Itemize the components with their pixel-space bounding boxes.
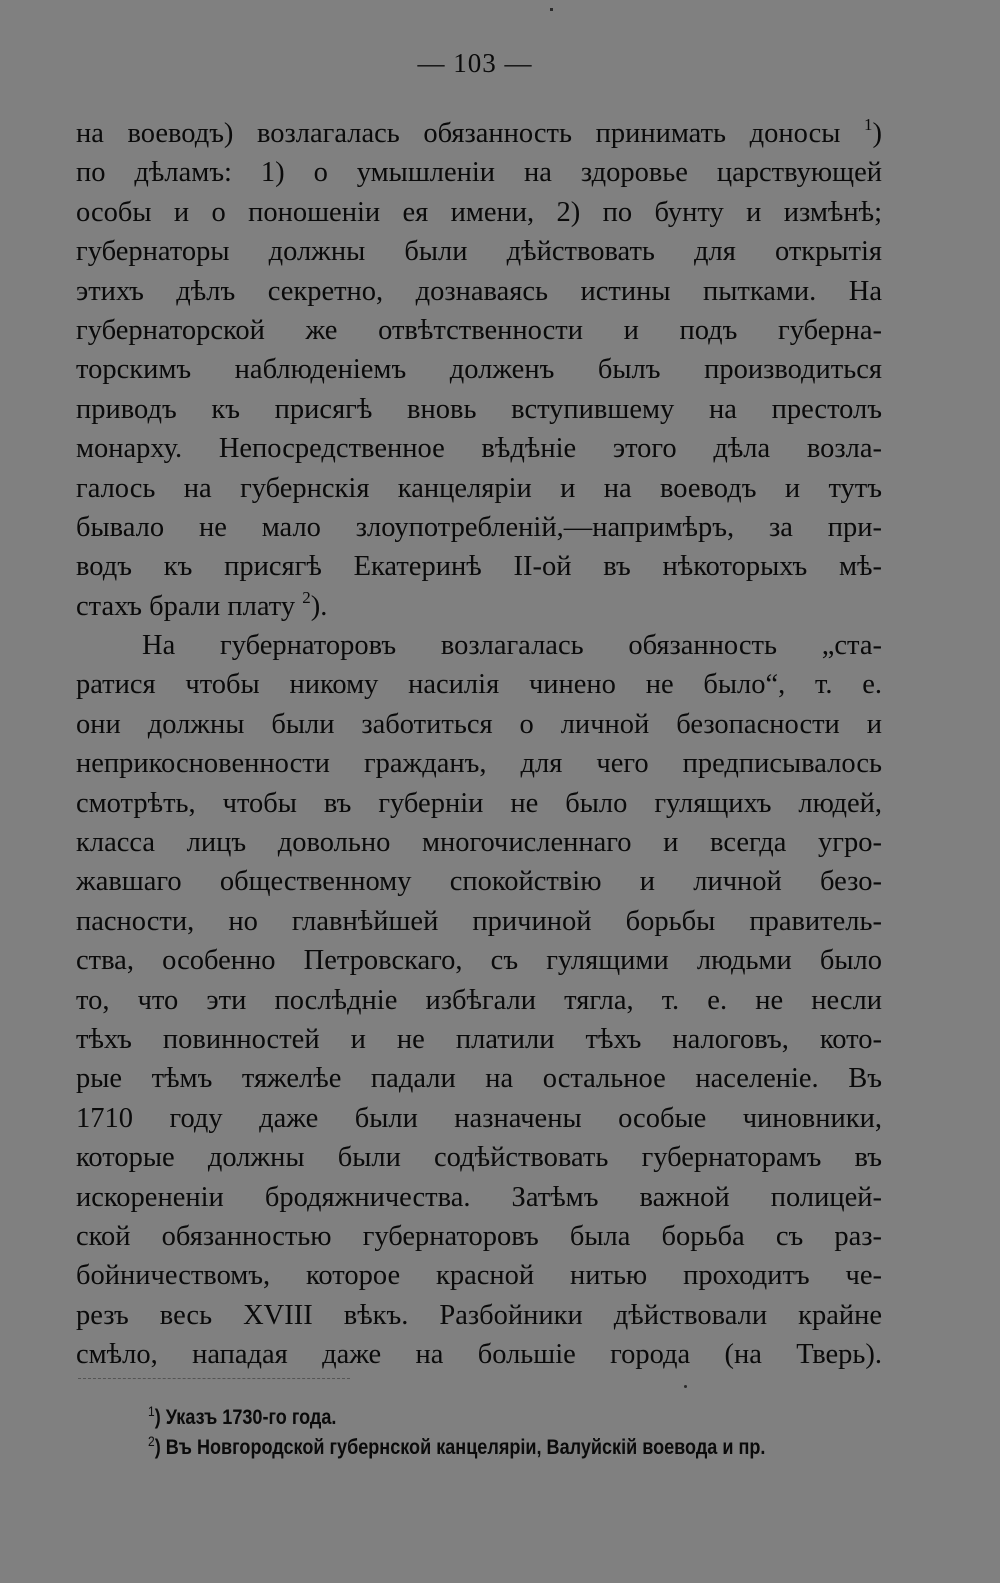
text-line [76,272,882,311]
text-line [76,350,882,389]
footnote-mark-paren: ) [154,1436,161,1459]
text-line [76,705,882,744]
footnote-text: Въ Новгородской губернской канцеляріи, Валуйскій воевода и пр. [160,1436,766,1459]
text-line-content: смотрѣть, чтобы въ губерніи не было гулящихъ людей, [76,787,882,819]
scan-speck [550,8,553,11]
footnote-reference: 1 [864,115,873,134]
text-line [76,1217,882,1256]
footnote-text: Указъ 1730-го года. [160,1406,337,1429]
text-line-content: 1710 году даже были назначены особые чиновники, [76,1102,882,1134]
footnote-mark: 1 [148,1403,155,1419]
text-line-content: особы и о поношеніи ея имени, 2) по бунту и измѣнѣ; [76,196,882,228]
text-line-content: пасности, но главнѣйшей причиной борьбы правитель- [76,905,882,937]
text-line-tail: ) [872,118,882,149]
text-line-content: приводъ къ присягѣ вновь вступившему на престолъ [76,393,882,425]
main-text [76,114,882,1375]
text-line-content: то, что эти послѣдніе избѣгали тягла, т. е. не несли [76,984,882,1016]
text-line-content: тѣхъ повинностей и не платили тѣхъ налоговъ, кото- [76,1023,882,1055]
text-line [76,744,882,783]
text-line-content: рые тѣмъ тяжелѣе падали на остальное населеніе. Въ [76,1063,882,1095]
text-line-content: водъ къ присягѣ Екатеринѣ II-ой въ нѣкоторыхъ мѣ- [76,551,882,583]
text-line [76,1020,882,1059]
text-line-content: которые должны были содѣйствовать губернаторамъ въ [76,1142,882,1174]
text-line [76,153,882,192]
footnotes [148,1403,802,1463]
text-line [76,429,882,468]
text-line-content: на воеводъ) возлагалась обязанность принимать доносы [76,118,864,149]
text-line [76,1099,882,1138]
text-line-content: губернаторы должны были дѣйствовать для открытія [76,236,882,268]
text-line [76,626,882,665]
text-line-content: класса лицъ довольно многочисленнаго и всегда угро- [76,827,882,859]
text-line [76,823,882,862]
text-line-content: бойничествомъ, которое красной нитью проходитъ че- [76,1260,882,1292]
text-line [76,114,882,153]
text-line-content: резъ весь XVIII вѣкъ. Разбойники дѣйствовали крайне [76,1299,882,1331]
text-line-content: ратися чтобы никому насилія чинено не было“, т. е. [76,669,882,701]
text-line [76,1138,882,1177]
footnote [148,1403,802,1433]
text-line-content: На губернаторовъ возлагалась обязанность „ста- [142,630,882,662]
text-line [76,469,882,508]
text-line-content: стахъ брали плату [76,590,303,622]
text-line [76,193,882,232]
text-line-content: галось на губернскія канцеляріи и на воеводъ и тутъ [76,472,882,504]
footnote-separator [78,1378,350,1379]
footnote-mark-paren: ) [154,1406,161,1429]
text-line-content: по дѣламъ: 1) о умышленіи на здоровье царствующей [76,157,882,189]
text-line-content: торскимъ наблюденіемъ долженъ былъ производиться [76,354,882,386]
page-number: — 103 — [417,48,533,78]
text-line [76,941,882,980]
text-line [76,390,882,429]
text-line-tail: ). [310,590,328,622]
text-line [76,1335,882,1374]
text-line [76,665,882,704]
scan-speck [684,1385,687,1388]
text-line [76,1059,882,1098]
text-line [76,547,882,586]
footnote-reference: 2 [302,587,311,607]
text-line-content: ства, особенно Петровскаго, съ гулящими людьми было [76,945,882,977]
text-line-content: ской обязанностью губернаторовъ была борьба съ раз- [76,1220,882,1252]
footnote [148,1433,802,1463]
text-line-content: бывало не мало злоупотребленій,—напримѣръ, за при- [76,511,882,543]
text-line [76,311,882,350]
text-line [76,862,882,901]
text-line [76,1296,882,1335]
text-line [76,784,882,823]
text-line-content: смѣло, нападая даже на большіе города (на Тверь). [76,1339,882,1371]
text-line-content: губернаторской же отвѣтственности и подъ губерна- [76,314,882,346]
text-line-content: они должны были заботиться о личной безопасности и [76,708,882,740]
text-line-content: неприкосновенности гражданъ, для чего предписывалось [76,748,882,780]
text-line [76,508,882,547]
text-line [76,902,882,941]
text-line-content: этихъ дѣлъ секретно, дознаваясь истины пытками. На [76,275,882,307]
text-line-content: монарху. Непосредственное вѣдѣніе этого дѣла возла- [76,433,882,465]
text-line [76,232,882,271]
text-line [76,1178,882,1217]
text-line-content: жавшаго общественному спокойствію и личной безо- [76,866,882,898]
text-line [76,1256,882,1295]
footnote-mark: 2 [148,1433,155,1449]
text-line [76,587,882,626]
text-line [76,981,882,1020]
text-line-content: искорененіи бродяжничества. Затѣмъ важной полицей- [76,1181,882,1213]
